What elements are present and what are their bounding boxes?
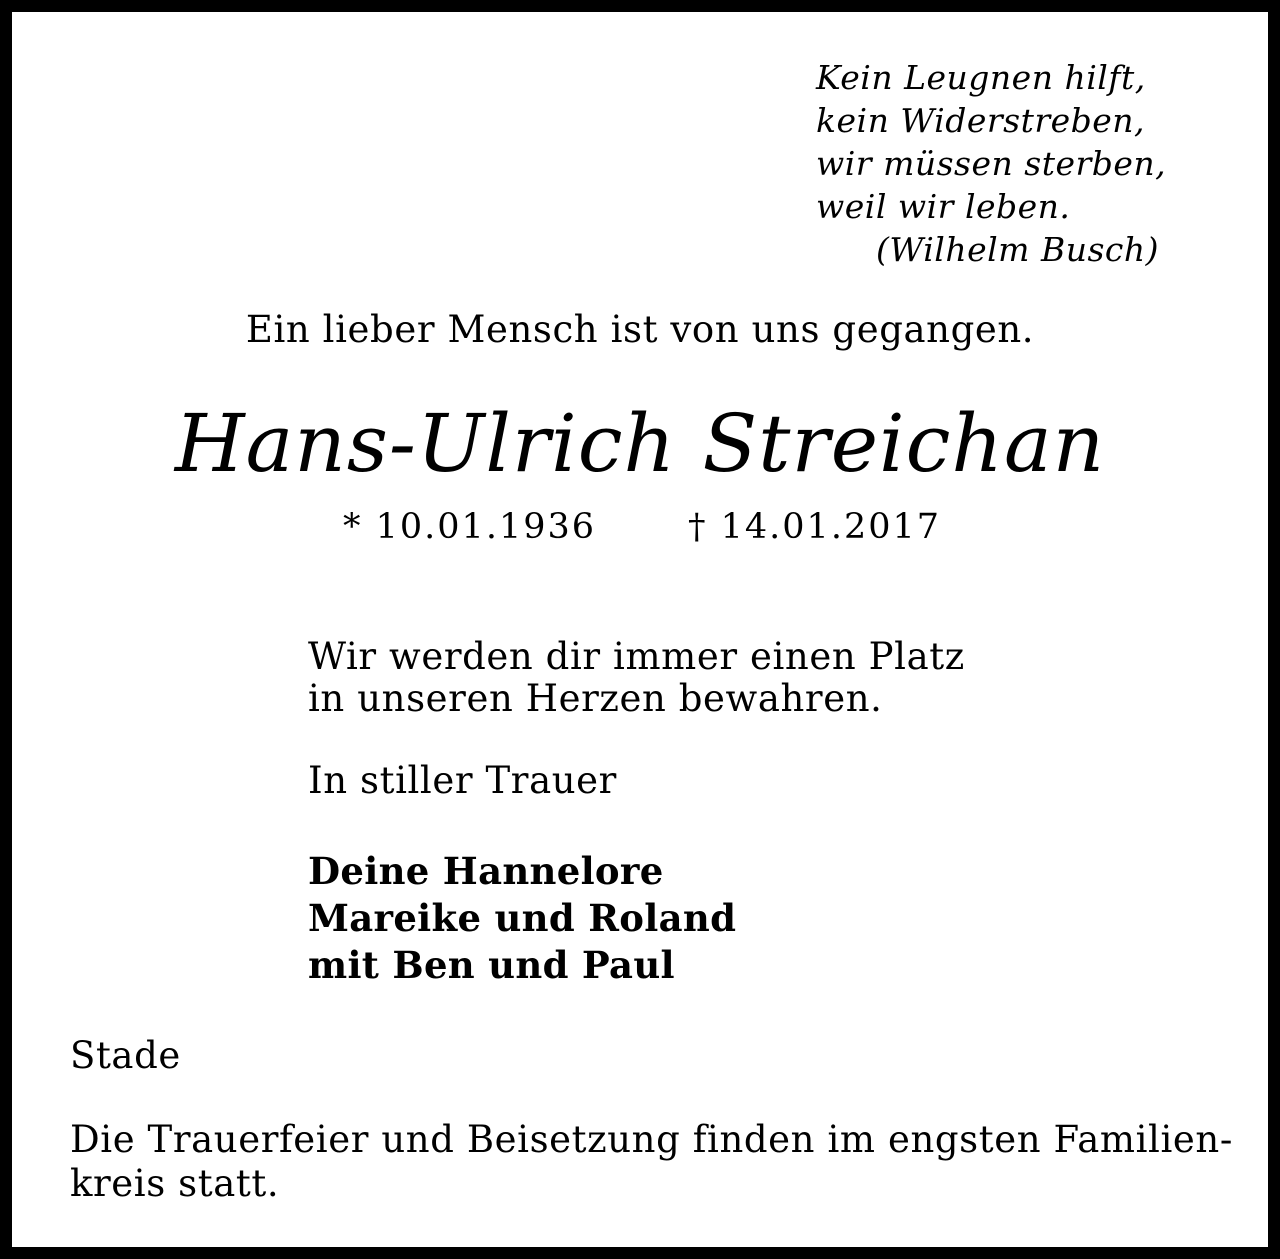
notice-line: Die Trauerfeier und Beisetzung finden im engsten Familien- [70,1118,1233,1161]
funeral-notice [70,1118,1233,1206]
notice-line: kreis statt. [70,1162,280,1205]
family-signatures [308,848,736,989]
quote-line: weil wir leben. [816,187,1071,226]
place-name: Stade [70,1034,181,1077]
deceased-name: Hans-Ulrich Streichan [174,397,1106,490]
memorial-quote [816,56,1176,271]
grief-line: In stiller Trauer [308,759,617,802]
message-line: Wir werden dir immer einen Platz [308,635,965,678]
death-date: † 14.01.2017 [688,507,942,547]
quote-author: (Wilhelm Busch) [876,230,1159,269]
family-member: Deine Hannelore [308,849,664,893]
birth-date: * 10.01.1936 [343,507,597,547]
family-member: Mareike und Roland [308,896,737,940]
message-line: in unseren Herzen bewahren. [308,677,883,720]
family-member: mit Ben und Paul [308,943,675,987]
intro-text: Ein lieber Mensch ist von uns gegangen. [245,308,1035,351]
quote-line: wir müssen sterben, [816,144,1167,183]
quote-line: Kein Leugnen hilft, [816,58,1146,97]
condolence-message [308,636,965,720]
quote-line: kein Widerstreben, [816,101,1146,140]
